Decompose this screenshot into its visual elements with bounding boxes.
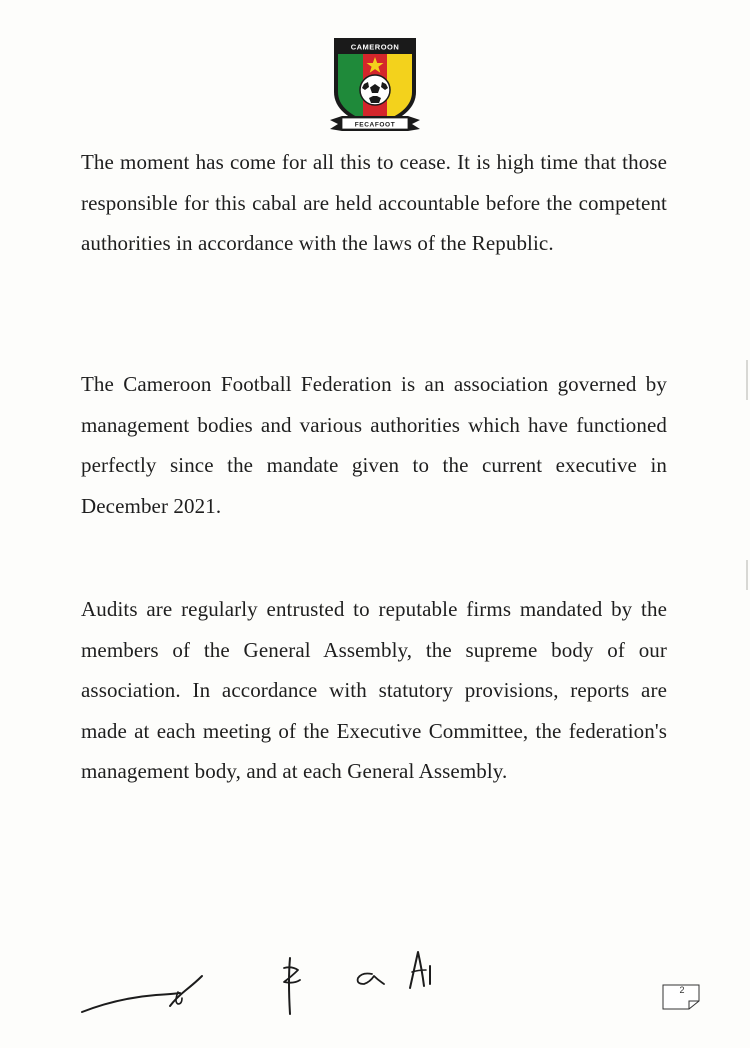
scan-edge-mark bbox=[746, 360, 748, 400]
signature-mark-3 bbox=[358, 974, 384, 985]
paragraph-federation-governance: The Cameroon Football Federation is an association governed by management bodies and various authorities which have functioned perfectly since the mandate given to the current executive in December 2021. bbox=[81, 372, 667, 518]
signature-mark-2b bbox=[284, 967, 300, 982]
fecafoot-logo bbox=[328, 34, 422, 134]
logo-top-text: CAMEROON bbox=[350, 42, 400, 52]
signature-mark-2 bbox=[289, 958, 290, 1014]
football-icon bbox=[360, 75, 390, 105]
page-number: 2 bbox=[679, 985, 685, 995]
signature-mark-1 bbox=[82, 993, 180, 1012]
scan-edge-mark bbox=[746, 560, 748, 590]
paragraph-audits: Audits are regularly entrusted to reputable firms mandated by the members of the General Assembly, the supreme body of our association. In accordance with statutory provisions, reports are made at each meeting of the Executive Committee, the federation's management body, and at each General Assembly. bbox=[81, 597, 667, 783]
paragraph-accountability: The moment has come for all this to cease. It is high time that those responsible for this cabal are held accountable before the competent authorities in accordance with the laws of the Republic. bbox=[81, 150, 667, 255]
signature-initials bbox=[78, 940, 438, 1020]
logo-ribbon-text: FECAFOOT bbox=[354, 121, 396, 129]
signature-mark-1b bbox=[170, 976, 202, 1006]
